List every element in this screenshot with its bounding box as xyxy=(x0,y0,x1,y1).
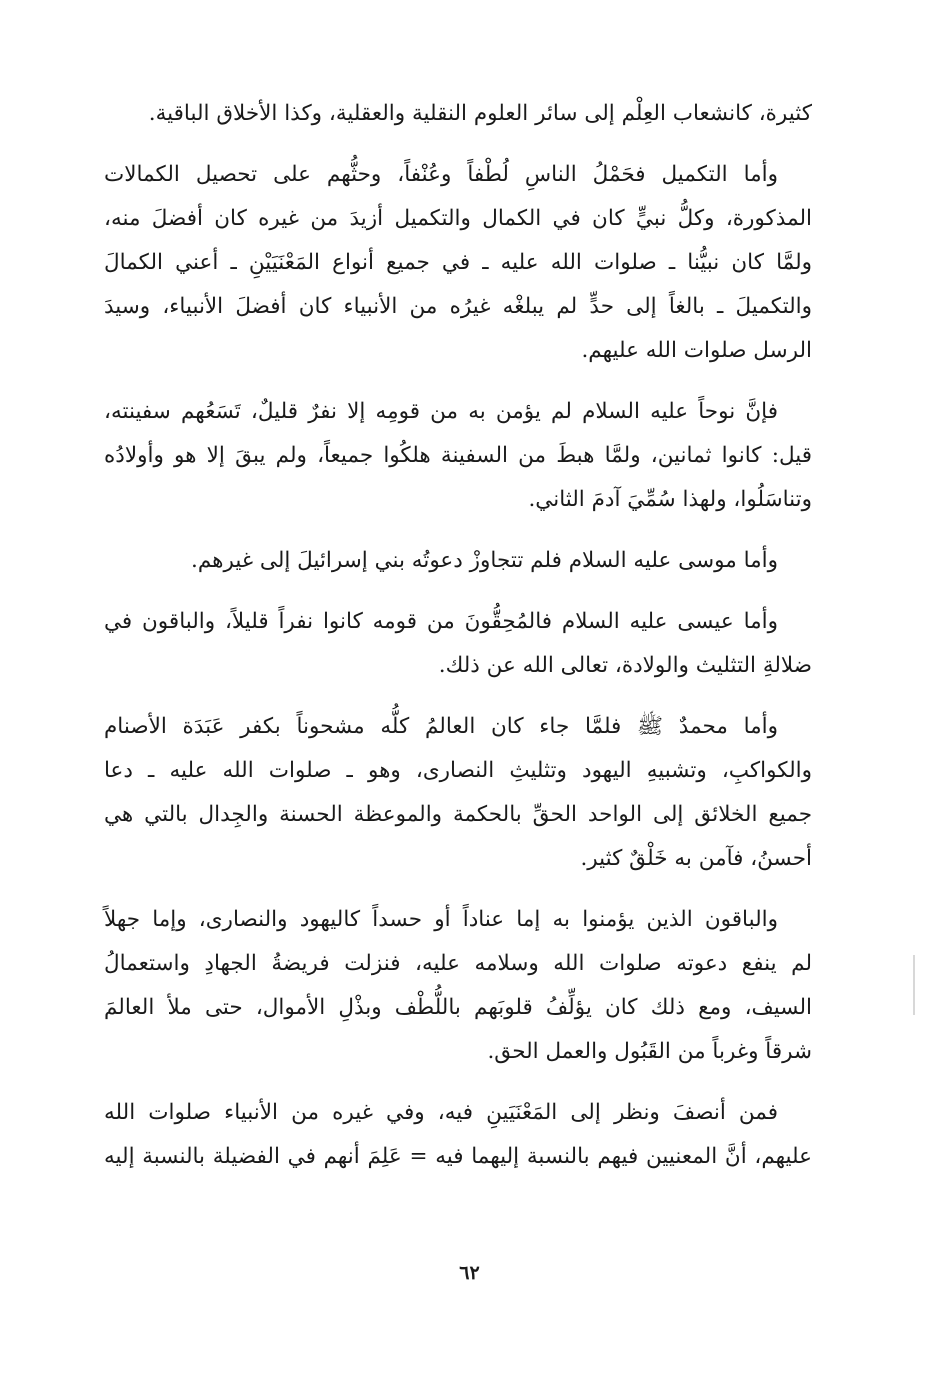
text-line: ولمَّا كان نبيُّنا ـ صلوات الله عليه ـ في جميع أنواع المَعْنَيَيْنِ ـ أعني الكمالَ xyxy=(104,250,812,275)
text-line: عليهم، أنَّ المعنيين فيهم بالنسبة إليهما فيه = عَلِمَ أنهم في الفضيلة بالنسبة إليه xyxy=(104,1144,812,1169)
text-line: فمن أنصفَ ونظر إلى المَعْنَيَينِ فيه، وفي غيره من الأنبياء صلوات الله xyxy=(104,1100,778,1125)
paragraph xyxy=(104,539,812,583)
paragraph xyxy=(104,600,812,688)
paragraph xyxy=(104,153,812,373)
text-line: أحسنُ، فآمن به خَلْقٌ كثير. xyxy=(580,846,812,871)
text-line: والكواكبِ، وتشبيهِ اليهود وتثليثِ النصارى، وهو ـ صلوات الله عليه ـ دعا xyxy=(104,758,812,783)
text-line: وأما محمدٌ ﷺ فلمَّا جاء كان العالمُ كلُّه مشحوناً بكفر عَبَدَة الأصنام xyxy=(104,714,778,739)
text-line: الرسل صلوات الله عليهم. xyxy=(581,338,812,363)
text-line: قيل: كانوا ثمانين، ولمَّا هبطَ من السفينة هلكُوا جميعاً، ولم يبقَ إلا هو وأولادُه xyxy=(104,443,812,468)
text-line: لم ينفع دعوته صلوات الله وسلامه عليه، فنزلت فريضةُ الجهادِ واستعمالُ xyxy=(104,951,812,976)
text-line: كثيرة، كانشعاب العِلْم إلى سائر العلوم النقلية والعقلية، وكذا الأخلاق الباقية. xyxy=(148,101,812,126)
paragraph xyxy=(104,1091,812,1179)
paragraph xyxy=(104,898,812,1074)
text-line: شرقاً وغرباً من القَبُول والعمل الحق. xyxy=(487,1039,812,1064)
text-line: جميع الخلائق إلى الواحد الحقِّ بالحكمة والموعظة الحسنة والجِدال بالتي هي xyxy=(104,802,812,827)
page-number: ٦٢ xyxy=(459,1262,480,1284)
text-line: وأما موسى عليه السلام فلم تتجاوزْ دعوتُه بني إسرائيلَ إلى غيرهم. xyxy=(190,548,778,573)
text-line: والتكميلَ ـ بالغاً إلى حدٍّ لم يبلغْه غيرُه من الأنبياء كان أفضلَ الأنبياء، وسيدَ xyxy=(104,294,812,319)
paragraph xyxy=(104,92,812,136)
text-line: السيف، ومع ذلك كان يؤلِّفُ قلوبَهم باللُّطْف وبذْلِ الأموال، حتى ملأ العالمَ xyxy=(104,995,812,1020)
text-line: وأما عيسى عليه السلام فالمُحِقُّونَ من قومه كانوا نفراً قليلاً، والباقون في xyxy=(104,609,778,634)
page-body xyxy=(104,92,812,1196)
text-line: وأما التكميل فحَمْلُ الناسِ لُطْفاً وعُنْفاً، وحثُّهم على تحصيل الكمالات xyxy=(104,162,778,187)
text-line: ضلالةِ التثليث والولادة، تعالى الله عن ذلك. xyxy=(438,653,812,678)
text-line: والباقون الذين يؤمنوا به إما عناداً أو حسداً كاليهود والنصارى، وإما جهلاً xyxy=(104,907,778,932)
text-line: فإنَّ نوحاً عليه السلام لم يؤمن به من قومِه إلا نفرٌ قليلٌ، تَسَعُهم سفينته، xyxy=(104,399,778,424)
paragraph xyxy=(104,390,812,522)
text-line: وتناسَلُوا، ولهذا سُمِّيَ آدمَ الثاني. xyxy=(528,487,812,512)
margin-mark xyxy=(913,955,915,1015)
paragraph xyxy=(104,705,812,881)
text-line: المذكورة، وكلُّ نبيٍّ كان في الكمال والتكميل أزيدَ من غيره كان أفضلَ منه، xyxy=(104,206,812,231)
